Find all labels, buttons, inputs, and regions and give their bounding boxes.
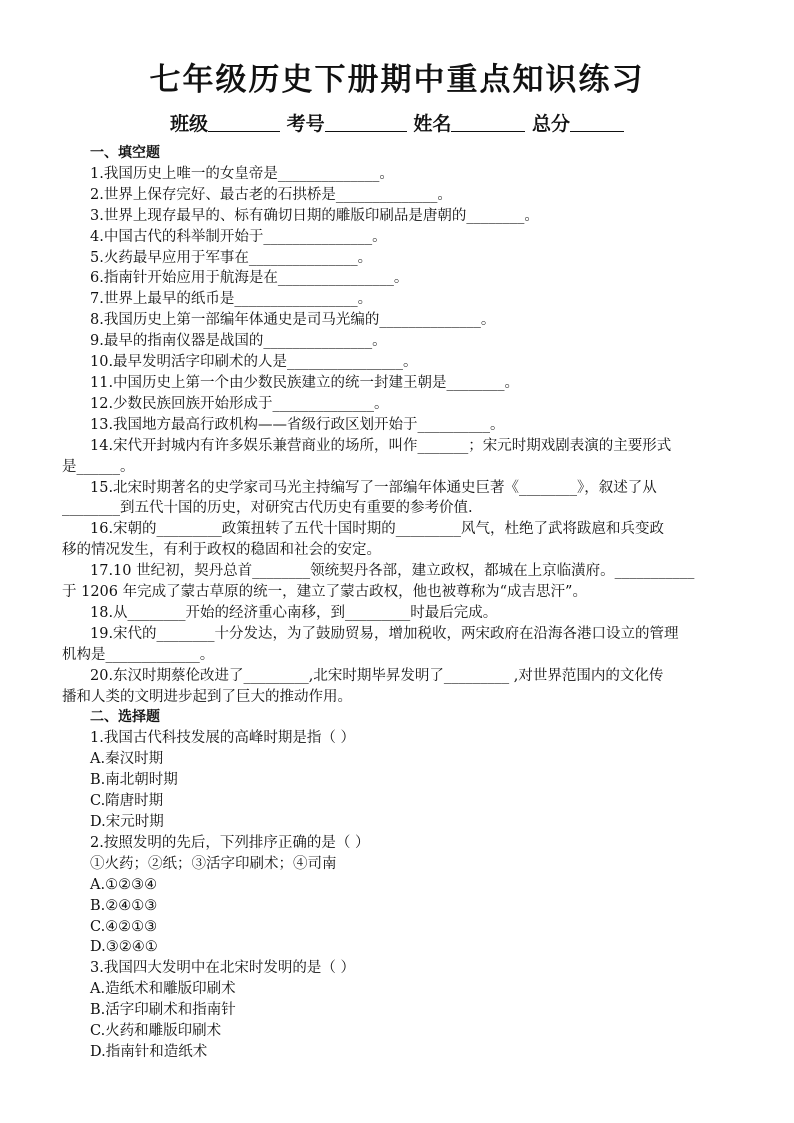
- exam-number-label: 考号: [286, 113, 325, 135]
- question-line-continued: 机构是_____________。: [62, 646, 215, 663]
- choice-option: D.宋元时期: [90, 814, 164, 830]
- choice-question-detail: ①火药；②纸；③活字印刷术；④司南: [90, 855, 337, 872]
- question-line: 3.世界上现存最早的、标有确切日期的雕版印刷品是唐朝的________。: [90, 207, 539, 224]
- section-heading-multiple-choice: 二、选择题: [90, 709, 160, 726]
- question-line: 8.我国历史上第一部编年体通史是司马光编的______________。: [90, 312, 496, 329]
- choice-option: A.造纸术和雕版印刷术: [90, 981, 236, 998]
- choice-option: B.活字印刷术和指南针: [90, 1002, 236, 1019]
- exam-number-blank[interactable]: [325, 111, 407, 132]
- question-line: 19.宋代的________十分发达，为了鼓励贸易，增加税收，两宋政府在沿海各港口设立的管理: [90, 625, 679, 642]
- choice-option: D.③②④①: [90, 939, 158, 956]
- question-content: [62, 143, 734, 1063]
- question-line: 15.北宋时期著名的史学家司马光主持编写了一部编年体通史巨著《________》，叙述了从: [90, 479, 657, 496]
- class-blank[interactable]: [208, 111, 280, 132]
- question-line: 14.宋代开封城内有许多娱乐兼营商业的场所，叫作_______；宋元时期戏剧表演的主要形式: [90, 437, 672, 454]
- question-line: 13.我国地方最高行政机构——省级行政区划开始于__________。: [90, 416, 505, 433]
- choice-option: C.④②①③: [90, 918, 158, 935]
- total-score-label: 总分: [531, 113, 570, 135]
- choice-option: C.隋唐时期: [90, 793, 164, 810]
- question-line: 12.少数民族回族开始形成于______________。: [90, 395, 389, 412]
- name-blank[interactable]: [451, 111, 525, 132]
- question-line: 10.最早发明活字印刷术的人是________________。: [90, 354, 418, 371]
- choice-option: C.火药和雕版印刷术: [90, 1023, 222, 1040]
- question-line: 2.世界上保存完好、最古老的石拱桥是______________。: [90, 186, 452, 203]
- choice-question: 1.我国古代科技发展的高峰时期是指（ ）: [90, 730, 355, 747]
- question-line: 5.火药最早应用于军事在_______________。: [90, 249, 373, 266]
- question-line: 9.最早的指南仪器是战国的_______________。: [90, 333, 387, 350]
- total-score-blank[interactable]: [570, 111, 624, 132]
- question-line-continued: 播和人类的文明进步起到了巨大的推动作用。: [62, 688, 352, 705]
- question-line: 17.10 世纪初，契丹总首________领统契丹各部，建立政权，都城在上京临潢府。___________: [90, 563, 695, 580]
- question-line: 1.我国历史上唯一的女皇帝是______________。: [90, 165, 394, 182]
- question-line: 11.中国历史上第一个由少数民族建立的统一封建王朝是________。: [90, 374, 520, 391]
- question-line-continued: 移的情况发生，有利于政权的稳固和社会的安定。: [62, 542, 381, 559]
- question-line-continued: 是______。: [62, 458, 135, 475]
- question-line: 18.从________开始的经济重心南移，到_________时最后完成。: [90, 604, 498, 621]
- page-title: 七年级历史下册期中重点知识练习: [149, 62, 645, 98]
- question-line-continued: ________到五代十国的历史，对研究古代历史有重要的参考价值.: [62, 500, 473, 517]
- choice-question: 2.按照发明的先后，下列排序正确的是（ ）: [90, 834, 370, 851]
- choice-option: B.南北朝时期: [90, 772, 178, 789]
- question-line: 7.世界上最早的纸币是_________________。: [90, 291, 373, 308]
- student-info-row: [0, 110, 794, 138]
- question-line: 20.东汉时期蔡伦改进了_________,北宋时期毕昇发明了_________ ,对世界范围内的文化传: [90, 667, 664, 684]
- name-label: 姓名: [413, 113, 452, 135]
- choice-option: A.秦汉时期: [90, 751, 164, 768]
- question-line: 16.宋朝的_________政策扭转了五代十国时期的_________风气，杜绝了武将跋扈和兵变政: [90, 521, 665, 538]
- choice-option: D.指南针和造纸术: [90, 1043, 208, 1060]
- class-label: 班级: [170, 113, 209, 135]
- choice-question: 3.我国四大发明中在北宋时发明的是（ ）: [90, 960, 355, 977]
- question-line-continued: 于 1206 年完成了蒙古草原的统一，建立了蒙古政权，他也被尊称为“成吉思汗”。: [62, 584, 587, 601]
- choice-option: A.①②③④: [90, 876, 158, 893]
- question-line: 4.中国古代的科举制开始于_______________。: [90, 228, 387, 245]
- section-heading-fill-in: 一、填空题: [90, 145, 160, 161]
- question-line: 6.指南针开始应用于航海是在________________。: [90, 270, 409, 287]
- choice-option: B.②④①③: [90, 897, 158, 914]
